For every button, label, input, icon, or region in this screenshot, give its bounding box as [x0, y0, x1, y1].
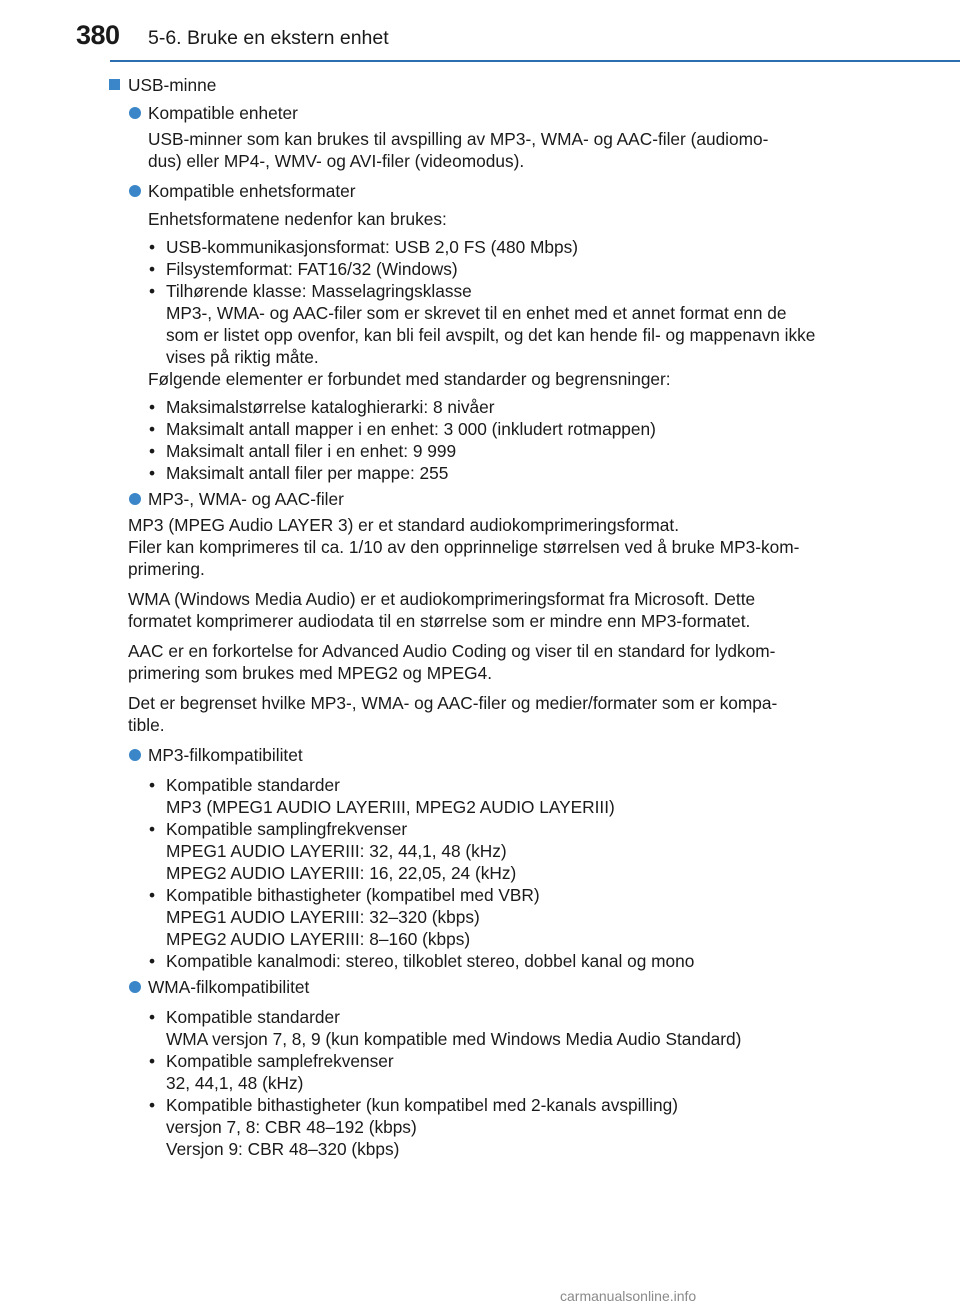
compatible-devices-heading: Kompatible enheter: [148, 102, 840, 124]
header-divider: [110, 60, 960, 62]
list-item: • Maksimalt antall mapper i en enhet: 3 000 (inkludert rotmappen): [149, 419, 656, 439]
compatible-formats-heading: Kompatible enhetsformater: [148, 180, 840, 202]
round-bullet-icon: [129, 185, 141, 197]
page-header: [0, 0, 960, 62]
list-item: • Filsystemformat: FAT16/32 (Windows): [149, 259, 458, 279]
wma-compat-heading: WMA-filkompatibilitet: [148, 976, 840, 998]
limits-list: [128, 396, 840, 484]
aac-paragraph: AAC er en forkortelse for Advanced Audio Coding og viser til en standard for lydkom- primering som brukes med MPEG2 og MPEG4.: [128, 641, 776, 683]
mp3-compat-heading: MP3-filkompatibilitet: [148, 744, 840, 766]
mp3-wma-aac-heading: MP3-, WMA- og AAC-filer: [148, 488, 840, 510]
list-item: • Maksimalt antall filer per mappe: 255: [149, 463, 449, 483]
compatible-devices-text: USB-minner som kan brukes til avspilling av MP3-, WMA- og AAC-filer (audiomo- dus) eller MP4-, WMV- og AVI-filer (videomodus).: [148, 129, 769, 171]
mp3-compat-list: • Kompatible standarder MP3 (MPEG1 AUDIO LAYERIII, MPEG2 AUDIO LAYERIII) • Kompatible samplingfrekvenser MPEG1 AUDIO LAYERIII: 32, 44,1, 48 (kHz) MPEG2 AUDIO LAYERIII: 16, 22,05, 24 (kHz) • Kompatible bithastigheter (kompatibel med VBR) MPEG1 AUDIO LAYERIII: 32–320 (kbps) MPEG2 AUDIO LAYERIII: 8–160 (kbps) • Kompatible kanalmodi: stereo, tilkoblet stereo, dobbel kanal og mono: [128, 774, 840, 972]
formats-note: MP3-, WMA- og AAC-filer som er skrevet til en enhet med et annet format enn de som er listet opp ovenfor, kan bli feil avspilt, og det kan hende fil- og mappenavn ikke vises på riktig måte.: [166, 303, 816, 367]
formats-intro: Enhetsformatene nedenfor kan brukes:: [148, 209, 447, 229]
list-item: • Kompatible standarder: [149, 775, 340, 795]
formats-list: [128, 236, 840, 368]
round-bullet-icon: [129, 107, 141, 119]
mp3-paragraph: MP3 (MPEG Audio LAYER 3) er et standard audiokomprimeringsformat. Filer kan komprimeres til ca. 1/10 av den opprinnelige størrelsen ved å bruke MP3-kom- primering.: [128, 515, 800, 579]
list-item: • Kompatible standarder: [149, 1007, 340, 1027]
limits-intro: Følgende elementer er forbundet med standarder og begrensninger:: [148, 369, 671, 389]
list-item: • Maksimalstørrelse kataloghierarki: 8 nivåer: [149, 397, 495, 417]
square-bullet-icon: [109, 79, 120, 90]
list-item: • Kompatible bithastigheter (kun kompatibel med 2-kanals avspilling): [149, 1095, 678, 1115]
round-bullet-icon: [129, 981, 141, 993]
list-item: • Kompatible kanalmodi: stereo, tilkoblet stereo, dobbel kanal og mono: [149, 951, 695, 971]
usb-memory-heading: USB-minne: [128, 74, 840, 96]
section-title: 5-6. Bruke en ekstern enhet: [148, 27, 389, 49]
list-item: • Tilhørende klasse: Masselagringsklasse: [149, 281, 472, 301]
round-bullet-icon: [129, 749, 141, 761]
page-number: 380: [76, 20, 120, 50]
watermark: carmanualsonline.info: [560, 1288, 697, 1304]
list-item: • Kompatible bithastigheter (kompatibel med VBR): [149, 885, 540, 905]
wma-paragraph: WMA (Windows Media Audio) er et audiokomprimeringsformat fra Microsoft. Dette formatet komprimerer audiodata til en størrelse som er mindre enn MP3-formatet.: [128, 589, 756, 631]
list-item: • Maksimalt antall filer i en enhet: 9 999: [149, 441, 457, 461]
wma-compat-list: • Kompatible standarder WMA versjon 7, 8, 9 (kun kompatible med Windows Media Audio Standard) • Kompatible samplefrekvenser 32, 44,1, 48 (kHz) • Kompatible bithastigheter (kun kompatibel med 2-kanals avspilling) versjon 7, 8: CBR 48–192 (kbps) Versjon 9: CBR 48–320 (kbps): [128, 1006, 840, 1160]
round-bullet-icon: [129, 493, 141, 505]
list-item: • Kompatible samplefrekvenser: [149, 1051, 394, 1071]
list-item: • Kompatible samplingfrekvenser: [149, 819, 408, 839]
limitation-paragraph: Det er begrenset hvilke MP3-, WMA- og AAC-filer og medier/formater som er kompa- tible.: [128, 693, 778, 735]
list-item: • USB-kommunikasjonsformat: USB 2,0 FS (480 Mbps): [149, 237, 579, 257]
page-content: [128, 74, 840, 1160]
